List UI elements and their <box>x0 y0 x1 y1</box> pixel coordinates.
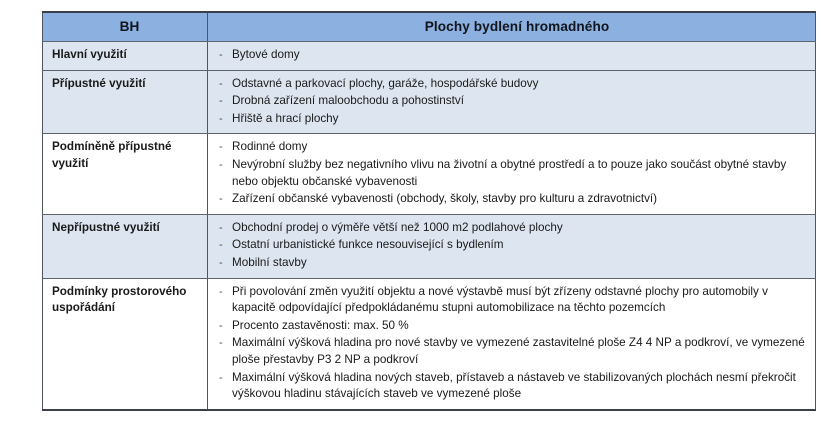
table-header-row <box>43 12 816 42</box>
row-content-hlavni-vyuziti <box>208 42 816 71</box>
bullet-list <box>216 76 807 128</box>
table-row <box>43 70 816 134</box>
bullet-list <box>216 139 807 207</box>
bullet-list <box>216 47 807 64</box>
list-item: - Nevýrobní služby bez negativního vlivu na životní a obytné prostředí a to pouze jako součást obytné stavby nebo objektu občanské vybavenosti <box>216 157 807 190</box>
row-label-pripustne-vyuziti <box>43 70 208 134</box>
row-content-wrapper <box>208 215 815 278</box>
header-code-text: BH <box>119 19 140 34</box>
bullet-list <box>216 284 807 403</box>
list-item: - Při povolování změn využití objektu a nové výstavbě musí být zřízeny odstavné plochy pro automobily v kapacitě odpovídající předpokládanému stupni automobilizace na těchto pozemcích <box>216 284 807 317</box>
table-body <box>43 12 816 410</box>
row-label-text: Přípustné využití <box>52 76 146 90</box>
list-item: - Rodinné domy <box>216 139 807 156</box>
header-cell-title <box>208 12 816 42</box>
row-label-text: Podmínky prostorového uspořádání <box>52 284 187 315</box>
table-row <box>43 134 816 214</box>
row-content-wrapper <box>208 279 815 409</box>
row-label-podminky-prostoroveho-usporadani <box>43 278 208 410</box>
header-cell-code <box>43 12 208 42</box>
row-label-hlavni-vyuziti <box>43 42 208 71</box>
list-item: - Maximální výšková hladina nových staveb, přístaveb a nástaveb ve stabilizovaných plochách nesmí překročit výškovou hladinu stávajících staveb ve vymezené ploše <box>216 370 807 403</box>
row-content-podminky-prostoroveho-usporadani <box>208 278 816 410</box>
table-row <box>43 42 816 71</box>
row-label-text: Podmíněně přípustné využití <box>52 140 172 170</box>
zoning-regulation-table <box>42 11 816 411</box>
list-item: - Odstavné a parkovací plochy, garáže, hospodářské budovy <box>216 76 807 93</box>
list-item: - Maximální výšková hladina pro nové stavby ve vymezené zastavitelné ploše Z4 4 NP a podkroví, ve vymezené ploše přestavby P3 2 NP a podkroví <box>216 335 807 368</box>
list-item: - Zařízení občanské vybavenosti (obchody, školy, stavby pro kulturu a zdravotnictví) <box>216 191 807 208</box>
header-title-text: Plochy bydlení hromadného <box>424 19 610 34</box>
row-label-podminene-pripustne-vyuziti <box>43 134 208 214</box>
list-item: - Procento zastavěnosti: max. 50 % <box>216 318 807 335</box>
row-content-wrapper <box>208 71 815 134</box>
list-item: - Drobná zařízení maloobchodu a pohostinství <box>216 93 807 110</box>
list-item: - Hřiště a hrací plochy <box>216 111 807 128</box>
table-row <box>43 214 816 278</box>
row-content-podminene-pripustne-vyuziti <box>208 134 816 214</box>
row-label-nepripustne-vyuziti <box>43 214 208 278</box>
row-content-wrapper <box>208 42 815 70</box>
row-content-wrapper <box>208 134 815 213</box>
list-item: - Bytové domy <box>216 47 807 64</box>
list-item: - Mobilní stavby <box>216 255 807 272</box>
zoning-table-sheet <box>42 11 815 411</box>
list-item: - Obchodní prodej o výměře větší než 1000 m2 podlahové plochy <box>216 220 807 237</box>
row-label-text: Nepřípustné využití <box>52 220 160 234</box>
row-content-pripustne-vyuziti <box>208 70 816 134</box>
list-item: - Ostatní urbanistické funkce nesouvisející s bydlením <box>216 237 807 254</box>
bullet-list <box>216 220 807 272</box>
row-content-nepripustne-vyuziti <box>208 214 816 278</box>
table-row <box>43 278 816 410</box>
row-label-text: Hlavní využití <box>52 48 127 61</box>
